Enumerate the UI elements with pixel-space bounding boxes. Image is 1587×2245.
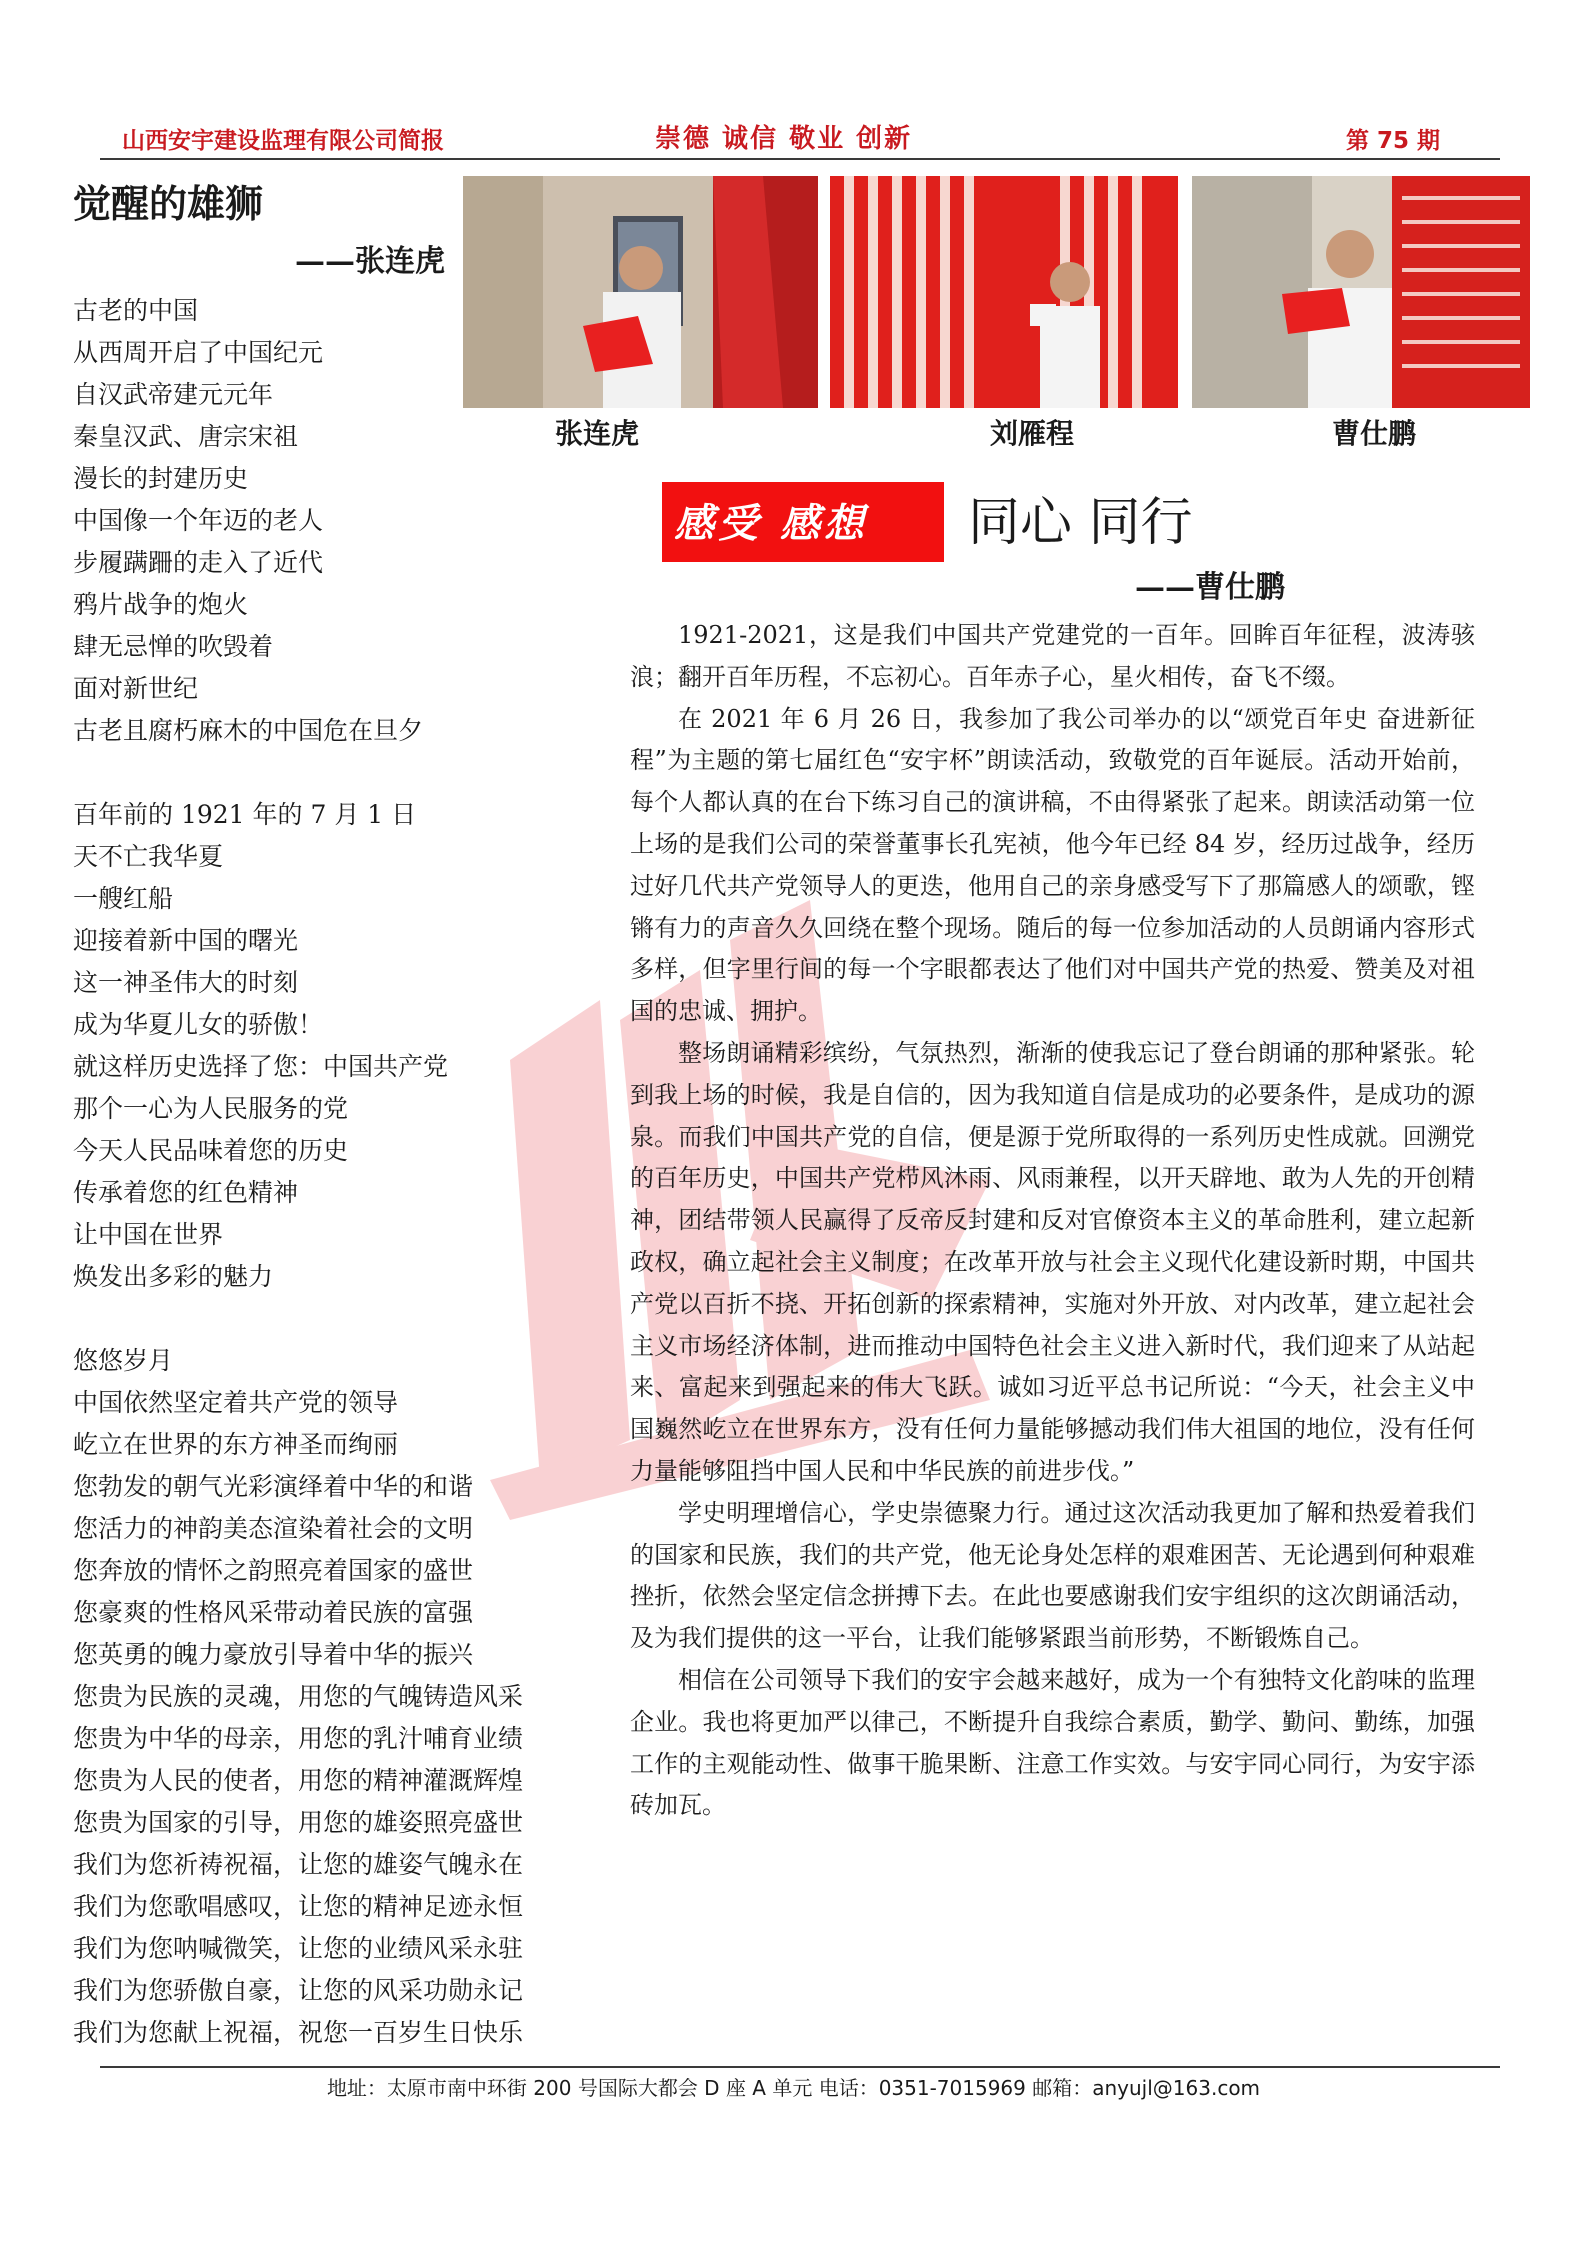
poem-line: 中国像一个年迈的老人 — [73, 506, 324, 535]
poem-line: 秦皇汉武、唐宗宋祖 — [73, 422, 299, 451]
photo-cao-shipeng — [1192, 176, 1530, 408]
poem-line: 您贵为中华的母亲，用您的乳汁哺育业绩 — [73, 1724, 524, 1753]
poem-line: 您贵为国家的引导，用您的雄姿照亮盛世 — [73, 1808, 524, 1837]
footer-contact: 地址：太原市南中环街 200 号国际大都会 D 座 A 单元 电话：0351-7015969 邮箱：anyujl@163.com — [326, 2076, 1261, 2100]
poem-line: 天不亡我华夏 — [73, 842, 224, 871]
poem-line: 那个一心为人民服务的党 — [73, 1094, 349, 1123]
photo-zhang-lianhu — [463, 176, 818, 408]
article-title: 同心 同行 — [968, 493, 1193, 553]
poem-line: 传承着您的红色精神 — [73, 1178, 299, 1207]
poem-line: 漫长的封建历史 — [73, 464, 249, 493]
poem-line: 屹立在世界的东方神圣而绚丽 — [73, 1430, 399, 1459]
poem-line: 您豪爽的性格风采带动着民族的富强 — [73, 1598, 474, 1627]
photo-caption-1: 张连虎 — [555, 417, 640, 450]
poem-line: 我们为您献上祝福，祝您一百岁生日快乐 — [73, 2018, 524, 2047]
poem-line: 一艘红船 — [73, 884, 174, 913]
poem-line: 肆无忌惮的吹毁着 — [73, 632, 274, 661]
poem-line: 步履蹒跚的走入了近代 — [73, 548, 324, 577]
poem-line: 我们为您歌唱感叹，让您的精神足迹永恒 — [73, 1892, 524, 1921]
company-motto: 崇德 诚信 敬业 创新 — [655, 124, 913, 154]
article-paragraph: 在 2021 年 6 月 26 日，我参加了我公司举办的以“颂党百年史 奋进新征程”为主题的第七届红色“安宇杯”朗读活动，致敬党的百年诞辰。活动开始前，每个人都认真的在台下练习自己的演讲稿，不由得紧张了起来。朗读活动第一位上场的是我们公司的荣誉董事长孔宪祯，他今年已经 84 岁，经历过战争，经历过好几代共产党领导人的更迭，他用自己的亲身感受写下了那篇感人的颂歌，铿锵有力的声音久久回绕在整个现场。随后的每一位参加活动的人员朗诵内容形式多样，但字里行间的每一个字眼都表达了他们对中国共产党的热爱、赞美及对祖国的忠诚、拥护。 — [630, 704, 1475, 1026]
poem-line: 从西周开启了中国纪元 — [73, 338, 324, 367]
article-paragraph: 相信在公司领导下我们的安宇会越来越好，成为一个有独特文化韵味的监理企业。我也将更加严以律己，不断提升自我综合素质，勤学、勤问、勤练，加强工作的主观能动性、做事干脆果断、注意工作实效。与安宇同心同行，为安宇添砖加瓦。 — [630, 1665, 1475, 1820]
poem-line: 自汉武帝建元元年 — [73, 380, 274, 409]
poem-line: 您奔放的情怀之韵照亮着国家的盛世 — [73, 1556, 474, 1585]
poem-stanza — [73, 1340, 593, 2054]
issue-number: 第 75 期 — [1346, 128, 1441, 154]
company-name: 山西安宇建设监理有限公司简报 — [122, 128, 444, 154]
footer-divider — [100, 2066, 1500, 2068]
article-author: ——曹仕鹏 — [1135, 570, 1285, 605]
newsletter-header — [0, 0, 1587, 170]
poem-line: 古老且腐朽麻木的中国危在旦夕 — [73, 716, 424, 745]
poem-line: 我们为您骄傲自豪，让您的风采功勋永记 — [73, 1976, 524, 2005]
poem-line: 这一神圣伟大的时刻 — [73, 968, 299, 997]
poem-line: 焕发出多彩的魅力 — [73, 1262, 274, 1291]
header-divider — [100, 158, 1500, 160]
poem-line: 您贵为民族的灵魂，用您的气魄铸造风采 — [73, 1682, 524, 1711]
poem-line: 让中国在世界 — [73, 1220, 224, 1249]
poem-column — [73, 176, 593, 2096]
poem-line: 鸦片战争的炮火 — [73, 590, 249, 619]
photo-liu-yancheng — [830, 176, 1178, 408]
poem-line: 悠悠岁月 — [73, 1346, 174, 1375]
poem-stanza — [73, 794, 593, 1298]
article-paragraph: 学史明理增信心，学史崇德聚力行。通过这次活动我更加了解和热爱着我们的国家和民族，我们的共产党，他无论身处怎样的艰难困苦、无论遇到何种艰难挫折，依然会坚定信念拼搏下去。在此也要感谢我们安宇组织的这次朗诵活动，及为我们提供的这一平台，让我们能够紧跟当前形势，不断锻炼自己。 — [630, 1498, 1475, 1653]
poem-line: 您活力的神韵美态渲染着社会的文明 — [73, 1514, 474, 1543]
poem-body — [73, 290, 593, 2054]
poem-line: 成为华夏儿女的骄傲！ — [73, 1010, 324, 1039]
poem-line: 我们为您呐喊微笑，让您的业绩风采永驻 — [73, 1934, 524, 1963]
article-paragraph: 整场朗诵精彩缤纷，气氛热烈，渐渐的使我忘记了登台朗诵的那种紧张。轮到我上场的时候，我是自信的，因为我知道自信是成功的必要条件，是成功的源泉。而我们中国共产党的自信，便是源于党所取得的一系列历史性成就。回溯党的百年历史，中国共产党栉风沐雨、风雨兼程，以开天辟地、敢为人先的开创精神，团结带领人民赢得了反帝反封建和反对官僚资本主义的革命胜利，建立起新政权，确立起社会主义制度；在改革开放与社会主义现代化建设新时期，中国共产党以百折不挠、开拓创新的探索精神，实施对外开放、对内改革，建立起社会主义市场经济体制，进而推动中国特色社会主义进入新时代，我们迎来了从站起来、富起来到强起来的伟大飞跃。诚如习近平总书记所说：“今天，社会主义中国巍然屹立在世界东方，没有任何力量能够撼动我们伟大祖国的地位，没有任何力量能够阻挡中国人民和中华民族的前进步伐。” — [630, 1038, 1475, 1485]
article-paragraph: 1921-2021，这是我们中国共产党建党的一百年。回眸百年征程，波涛骇浪；翻开百年历程，不忘初心。百年赤子心，星火相传，奋飞不缀。 — [630, 621, 1475, 691]
poem-line: 您英勇的魄力豪放引导着中华的振兴 — [73, 1640, 474, 1669]
photo-caption-2: 刘雁程 — [990, 417, 1075, 450]
poem-line: 百年前的 1921 年的 7 月 1 日 — [73, 800, 417, 829]
poem-line: 面对新世纪 — [73, 674, 199, 703]
poem-line: 古老的中国 — [73, 296, 199, 325]
poem-line: 您勃发的朝气光彩演绎着中华的和谐 — [73, 1472, 474, 1501]
poem-line: 就这样历史选择了您：中国共产党 — [73, 1052, 449, 1081]
article-body — [630, 615, 1475, 1827]
poem-line: 我们为您祈祷祝福，让您的雄姿气魄永在 — [73, 1850, 524, 1879]
poem-line: 您贵为人民的使者，用您的精神灌溉辉煌 — [73, 1766, 524, 1795]
poem-line: 中国依然坚定着共产党的领导 — [73, 1388, 399, 1417]
poem-author: ——张连虎 — [295, 244, 445, 279]
section-badge — [662, 482, 944, 562]
poem-title: 觉醒的雄狮 — [73, 181, 264, 226]
poem-line: 迎接着新中国的曙光 — [73, 926, 299, 955]
section-badge-label: 感受 感想 — [674, 501, 868, 547]
poem-line: 今天人民品味着您的历史 — [73, 1136, 349, 1165]
photo-caption-3: 曹仕鹏 — [1332, 417, 1417, 450]
